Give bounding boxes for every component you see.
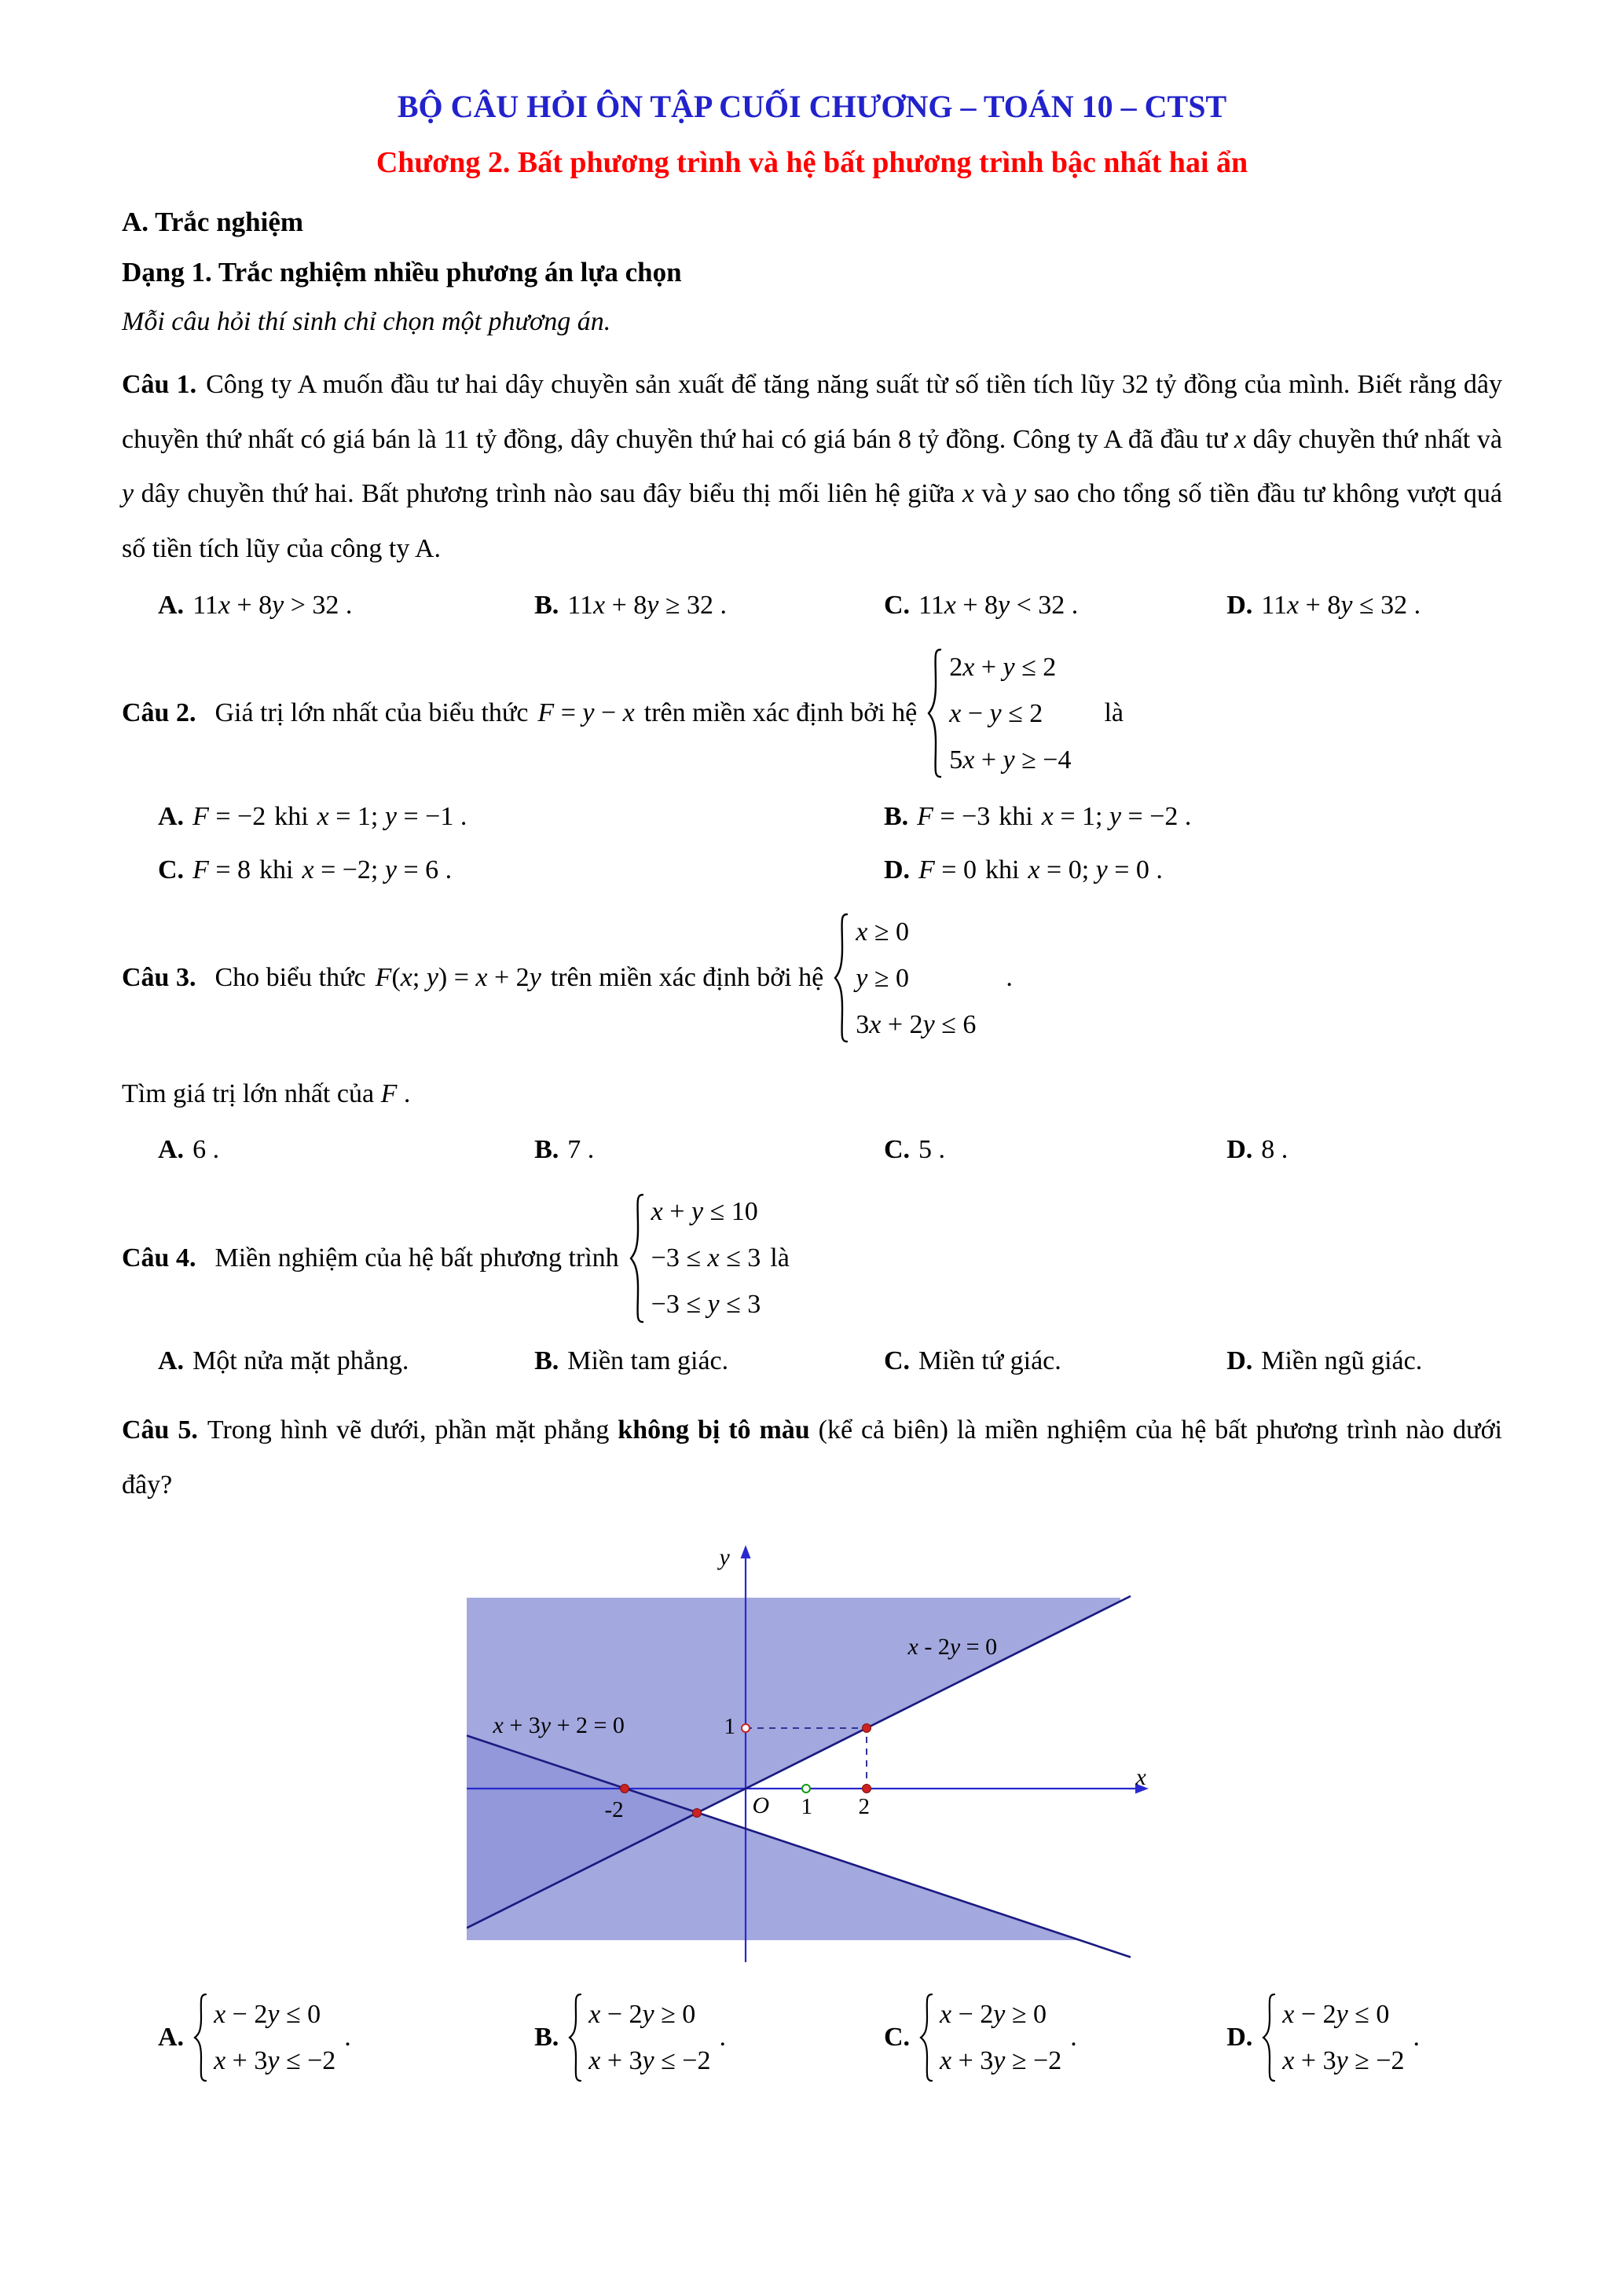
option-c-math: F = 8 (192, 855, 251, 884)
system-line: x − y ≤ 2 (949, 698, 1043, 728)
question-2-text (122, 647, 1502, 780)
system-line: y ≥ 0 (856, 963, 910, 993)
option-a-math: 11x + 8y > 32 . (192, 590, 353, 620)
system-lines (949, 647, 1071, 780)
option-a-value: 6 . (192, 1135, 220, 1165)
option-a-label: A. (158, 2022, 185, 2052)
question-4-label: Câu 4. (122, 1243, 196, 1273)
option-a-text: Một nửa mặt phẳng. (192, 1346, 409, 1376)
coordinate-plane (467, 1541, 1158, 1965)
option-b-label: B. (534, 1135, 559, 1165)
tick-1-y: 1 (724, 1713, 735, 1739)
option-a-tail: . (344, 2022, 351, 2052)
system-line: x − 2y ≥ 0 (588, 1999, 696, 2029)
option-d-tail: . (1413, 2022, 1421, 2052)
q1-run: Công ty A muốn đầu tư hai dây chuyền sản xuất để tăng năng suất từ số tiền tích lũy 32 tỷ đồng của mình. Biết rằng dây chuyền thứ nhất có giá bán là 11 tỷ đồng, dây chuyền thứ hai có giá bán 8 tỷ đồng. Công ty A đã đầu tư (122, 370, 1502, 454)
option-d (1226, 591, 1502, 621)
system-lines (940, 1994, 1061, 2081)
point-1-0 (802, 1785, 810, 1792)
option-b-value: 7 . (567, 1135, 595, 1165)
option-d-word: khi (984, 855, 1020, 884)
q3-run: Tìm giá trị lớn nhất của (122, 1078, 381, 1108)
question-4-text (122, 1192, 1502, 1324)
option-b-tail: . (719, 2022, 726, 2052)
question-2-options (122, 802, 1502, 885)
option-a (158, 1135, 534, 1165)
option-c (884, 1135, 1226, 1165)
q5-run: (kể cả biên) là miền nghiệm của hệ bất phương trình nào dưới đây? (122, 1415, 1503, 1500)
point-2-1 (862, 1723, 871, 1732)
option-c (158, 855, 884, 885)
system-line: x ≥ 0 (856, 917, 910, 947)
q3-run: . (397, 1078, 411, 1108)
system-lines (588, 1994, 710, 2081)
option-a-label: A. (158, 1346, 185, 1376)
option-c-math2: x = −2; y = 6 . (302, 855, 453, 884)
option-b-label: B. (534, 2022, 559, 2052)
question-3-options (122, 1135, 1502, 1165)
q1-var: x (1234, 424, 1246, 454)
option-a-word: khi (274, 801, 309, 831)
tick-1-x: 1 (801, 1793, 812, 1819)
q1-var: y (122, 479, 134, 509)
q5-bold-phrase: không bị tô màu (618, 1415, 810, 1445)
option-c-value: 5 . (918, 1135, 945, 1165)
option-c-label: C. (883, 590, 910, 620)
option-a-math2: x = 1; y = −1 . (317, 801, 467, 831)
option-d (1226, 1135, 1502, 1165)
section-a-heading: A. Trắc nghiệm (122, 207, 304, 237)
option-a (158, 1346, 534, 1376)
question-4-options (122, 1346, 1502, 1376)
system-line: x + 3y ≥ −2 (940, 2045, 1062, 2075)
system-brace (629, 1192, 646, 1324)
system-brace (833, 912, 850, 1044)
question-3-text (122, 912, 1502, 1045)
system-brace (192, 1992, 208, 2083)
dang1-heading: Dạng 1. Trắc nghiệm nhiều phương án lựa chọn (122, 257, 682, 287)
option-b (534, 1135, 884, 1165)
system-brace (926, 647, 944, 779)
q1-run: sao cho tổng số tiền đầu tư không vượt quá số tiền tích lũy của công ty A. (122, 479, 1503, 564)
question-5-figure (467, 1541, 1158, 1965)
q3-run: trên miền xác định bởi hệ (550, 963, 824, 993)
q4-run: Miền nghiệm của hệ bất phương trình (214, 1243, 619, 1273)
option-d-label: D. (1226, 2022, 1253, 2052)
option-c (884, 1992, 1226, 2083)
option-d-math: F = 0 (918, 855, 977, 884)
option-c-word: khi (259, 855, 294, 884)
question-1-label: Câu 1. (122, 370, 197, 399)
point-intersection (692, 1808, 701, 1817)
option-b-label: B. (534, 1346, 559, 1376)
option-a-math: F = −2 (192, 801, 266, 831)
q4-run: là (770, 1243, 790, 1273)
q2-run: trên miền xác định bởi hệ (643, 698, 918, 728)
system-brace (567, 1992, 583, 2083)
origin-label: O (752, 1792, 770, 1818)
option-b-system (567, 1992, 710, 2083)
option-d (884, 855, 1502, 885)
option-c-label: C. (883, 1346, 910, 1376)
option-c-label: C. (883, 2022, 910, 2052)
option-b-math2: x = 1; y = −2 . (1041, 801, 1192, 831)
option-b-math: F = −3 (917, 801, 991, 831)
question-3-label: Câu 3. (122, 963, 196, 993)
option-c-tail: . (1070, 2022, 1077, 2052)
option-b (534, 591, 884, 621)
option-d-system (1261, 1992, 1404, 2083)
option-c (884, 1346, 1226, 1376)
option-d-label: D. (1226, 590, 1253, 620)
x-axis-label: x (1135, 1763, 1146, 1790)
q5-run: Trong hình vẽ dưới, phần mặt phẳng (207, 1415, 618, 1445)
q1-run: dây chuyền thứ nhất và (1245, 424, 1502, 454)
point-2-0 (862, 1784, 871, 1792)
system-brace (918, 1992, 934, 2083)
q1-var: y (1014, 479, 1027, 509)
q2-system (926, 647, 1071, 780)
line2-equation-label: x + 3y + 2 = 0 (493, 1712, 625, 1738)
doc-title: BỘ CÂU HỎI ÔN TẬP CUỐI CHƯƠNG – TOÁN 10 – CTST (397, 89, 1227, 124)
system-line: x + 3y ≤ −2 (214, 2045, 336, 2075)
q3-run: Cho biểu thức (214, 963, 366, 993)
option-d-math: 11x + 8y ≤ 32 . (1261, 590, 1421, 620)
system-line: x + 3y ≤ −2 (588, 2045, 711, 2075)
system-line: x − 2y ≥ 0 (940, 1999, 1047, 2029)
option-b-text: Miền tam giác. (567, 1346, 729, 1376)
option-d (1226, 1346, 1502, 1376)
option-c-label: C. (158, 855, 185, 884)
option-c-system (918, 1992, 1061, 2083)
option-a (158, 591, 534, 621)
q1-run: dây chuyền thứ hai. Bất phương trình nào sau đây biểu thị mối liên hệ giữa (134, 479, 962, 509)
option-a (158, 802, 884, 832)
q2-run: là (1104, 698, 1124, 728)
system-lines (214, 1994, 335, 2081)
line1-equation-label: x - 2y = 0 (907, 1633, 998, 1660)
system-line: −3 ≤ x ≤ 3 (651, 1243, 761, 1273)
question-5-options (122, 1992, 1502, 2083)
option-b-label: B. (534, 590, 559, 620)
option-b-math: 11x + 8y ≥ 32 . (567, 590, 728, 620)
tick-2-x: 2 (858, 1793, 870, 1819)
q2-expression: F = y − x (537, 698, 635, 728)
point-0-1 (742, 1724, 750, 1732)
option-b (534, 1346, 884, 1376)
option-b (884, 802, 1502, 832)
system-line: x + y ≤ 10 (651, 1197, 758, 1227)
option-a-system (192, 1992, 335, 2083)
option-a (158, 1992, 534, 2083)
option-c-math: 11x + 8y < 32 . (918, 590, 1079, 620)
q3-system (833, 912, 976, 1045)
option-a-label: A. (158, 590, 185, 620)
q1-run: và (973, 479, 1015, 509)
option-c (884, 591, 1226, 621)
system-line: 2x + y ≤ 2 (949, 652, 1057, 682)
option-d-label: D. (1226, 1346, 1253, 1376)
tick-neg2-x: -2 (604, 1796, 624, 1822)
option-d (1226, 1992, 1502, 2083)
system-line: −3 ≤ y ≤ 3 (651, 1290, 761, 1320)
option-d-text: Miền ngũ giác. (1261, 1346, 1423, 1376)
point-neg2-0 (620, 1784, 629, 1792)
system-lines (856, 912, 976, 1045)
option-b (534, 1992, 884, 2083)
q3-run: . (1006, 963, 1013, 993)
question-5-text (122, 1403, 1502, 1512)
system-lines (1282, 1994, 1404, 2081)
y-axis-label: y (719, 1543, 730, 1570)
q2-run: Giá trị lớn nhất của biểu thức (214, 698, 529, 728)
option-d-label: D. (883, 855, 910, 884)
system-brace (1261, 1992, 1277, 2083)
q4-system (629, 1192, 761, 1324)
q3-var: F (380, 1078, 398, 1108)
system-line: 3x + 2y ≤ 6 (856, 1009, 977, 1039)
q1-var: x (962, 479, 974, 509)
question-5-label: Câu 5. (122, 1415, 198, 1445)
option-a-label: A. (158, 801, 185, 831)
question-3-subtext (122, 1067, 1502, 1122)
system-line: x + 3y ≥ −2 (1282, 2045, 1405, 2075)
question-1-text (122, 357, 1502, 577)
option-d-value: 8 . (1261, 1135, 1289, 1165)
option-b-word: khi (999, 801, 1033, 831)
doc-subtitle: Chương 2. Bất phương trình và hệ bất phương trình bậc nhất hai ẩn (376, 146, 1248, 179)
system-lines (651, 1192, 761, 1324)
instruction-note: Mỗi câu hỏi thí sinh chỉ chọn một phương án. (122, 307, 611, 336)
q3-expression: F(x; y) = x + 2y (375, 963, 541, 993)
question-1-options (122, 591, 1502, 621)
system-line: x − 2y ≤ 0 (214, 1999, 321, 2029)
option-d-math2: x = 0; y = 0 . (1028, 855, 1163, 884)
option-a-label: A. (158, 1135, 185, 1165)
option-b-label: B. (883, 801, 909, 831)
option-d-label: D. (1226, 1135, 1253, 1165)
option-c-text: Miền tứ giác. (918, 1346, 1061, 1376)
question-2-label: Câu 2. (122, 698, 196, 728)
y-axis-arrow-icon (740, 1545, 750, 1558)
system-line: 5x + y ≥ −4 (949, 745, 1072, 774)
option-c-label: C. (883, 1135, 910, 1165)
system-line: x − 2y ≤ 0 (1282, 1999, 1390, 2029)
